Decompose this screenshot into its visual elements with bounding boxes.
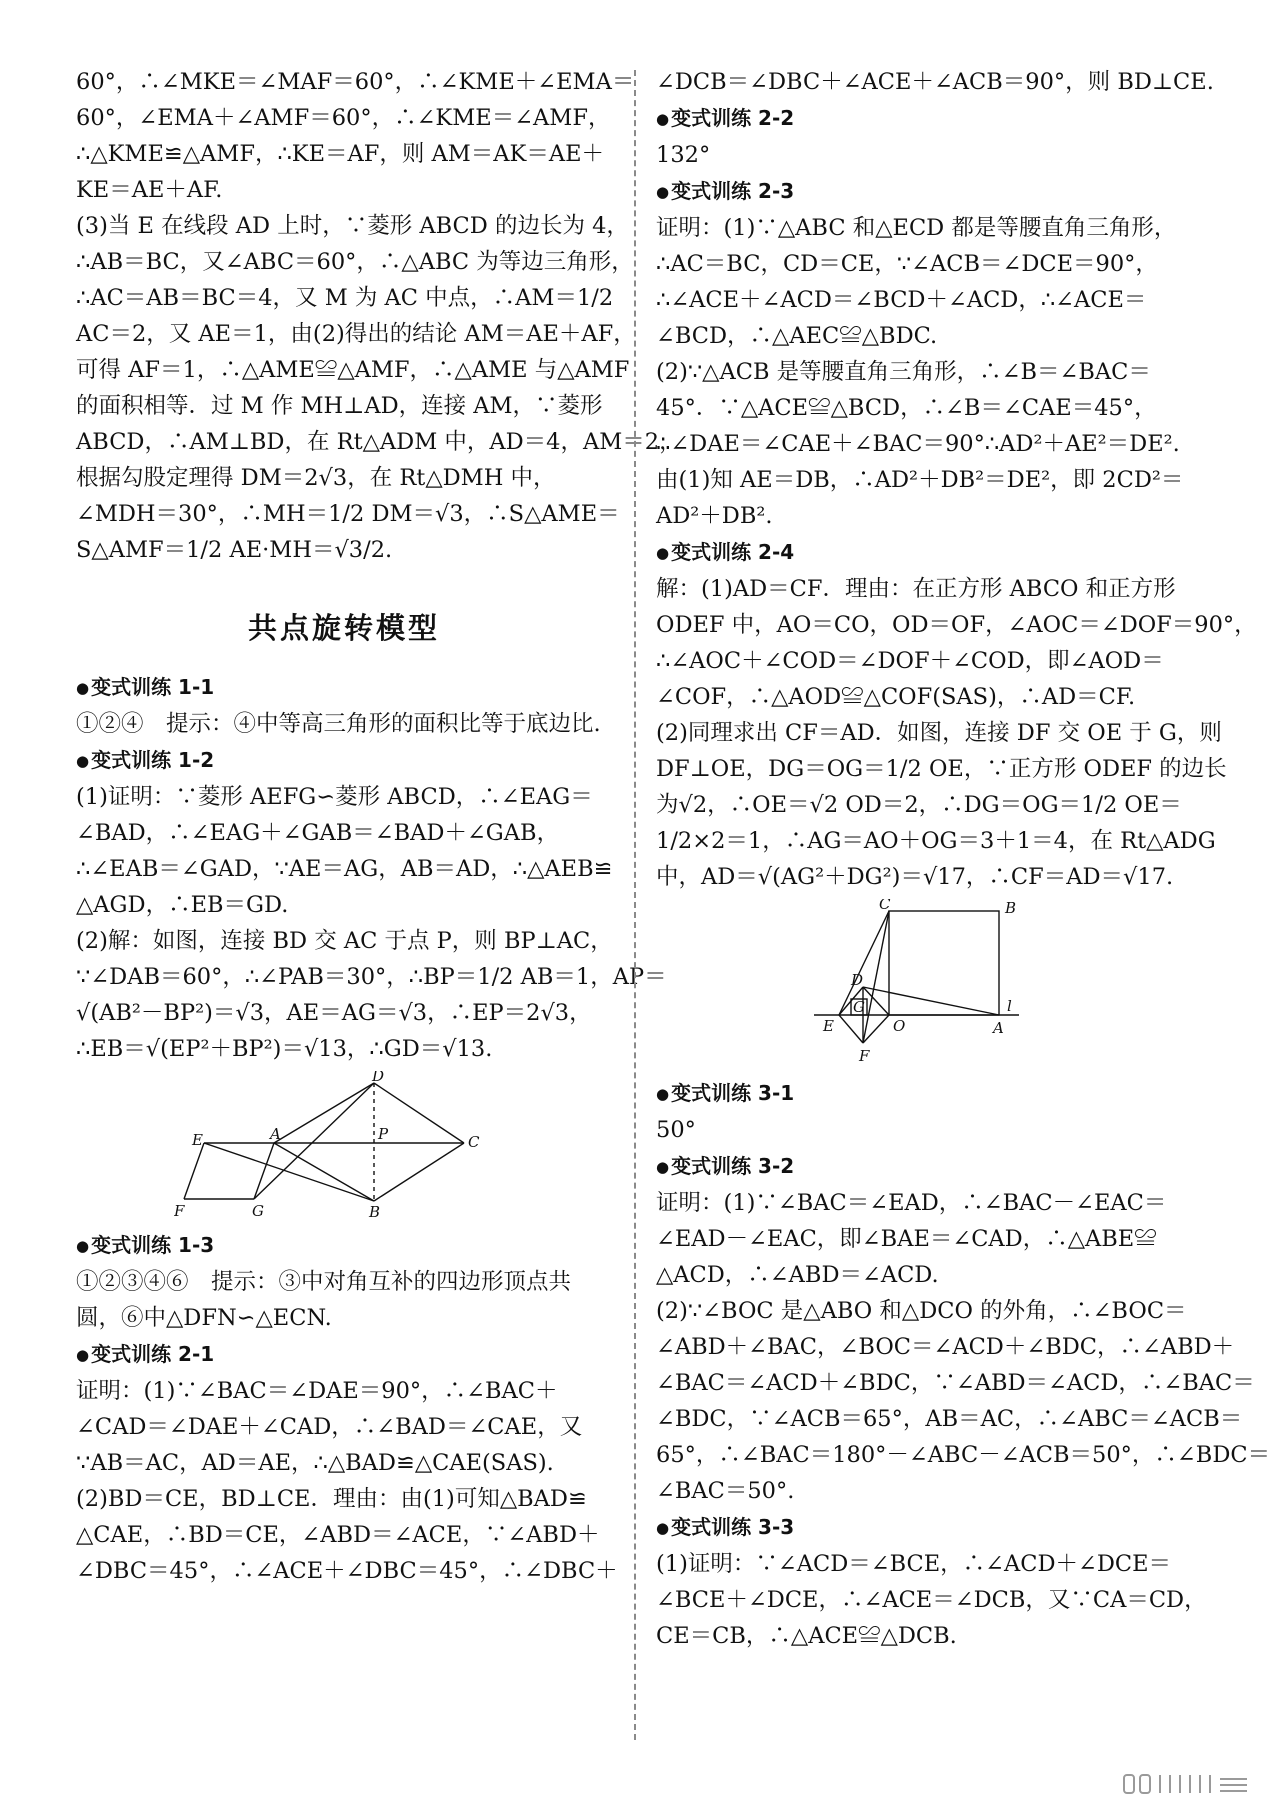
exercise-answer [656,1546,1207,1654]
text-line: ∴AC＝BC，CD＝CE，∵∠ACB＝∠DCE＝90°， [656,251,1158,277]
point-label: l [1007,997,1012,1015]
text-line: △AGD，∴EB＝GD. [76,892,289,918]
text-line: √(AB²－BP²)＝√3，AE＝AG＝√3，∴EP＝2√3， [76,1000,592,1026]
point-label: B [1005,899,1017,917]
text-line: 132° [656,142,711,168]
text-line: (1)证明：∵∠ACD＝∠BCE，∴∠ACD＋∠DCE＝ [656,1551,1172,1577]
point-label: F [859,1047,870,1065]
text-line: ①②③④⑥ 提示：③中对角互补的四边形顶点共 [76,1269,572,1295]
exercise-answer [656,137,1192,173]
point-label: A [270,1125,281,1143]
point-label: D [851,971,864,989]
point-label: G [252,1202,264,1220]
exercise-answer [76,1264,612,1336]
square-figure [809,899,1039,1069]
text-line: CE＝CB，∴△ACE≌△DCB. [656,1623,957,1649]
exercise-heading: ● 变式训练 3-1 [656,1081,795,1105]
text-line: (2)∵∠BOC 是△ABO 和△DCO 的外角，∴∠BOC＝ [656,1298,1187,1324]
point-label: P [378,1125,389,1143]
exercise-heading: ● 变式训练 2-1 [76,1342,215,1366]
text-line: (2)∵△ACB 是等腰直角三角形，∴∠B＝∠BAC＝ [656,359,1151,385]
exercise-heading: ● 变式训练 2-4 [656,540,795,564]
text-line: (1)证明：∵菱形 AEFG∽菱形 ABCD，∴∠EAG＝ [76,784,593,810]
text-line: (2)同理求出 CF＝AD．如图，连接 DF 交 OE 于 G，则 [656,720,1222,746]
text-line: ①②④ 提示：④中等高三角形的面积比等于底边比. [76,711,601,737]
text-line: ∴∠ACE＋∠ACD＝∠BCD＋∠ACD，∴∠ACE＝ [656,287,1147,313]
text-line: ∠COF，∴△AOD≌△COF(SAS)，∴AD＝CF. [656,684,1136,710]
section-title: 共点旋转模型 [247,611,440,645]
text-line: ∠DBC＝45°，∴∠ACE＋∠DBC＝45°，∴∠DBC＋ [76,1558,618,1584]
text-line: ∴∠AOC＋∠COD＝∠DOF＋∠COD，即∠AOD＝ [656,648,1164,674]
point-label: O [893,1017,906,1035]
text-line: 圆，⑥中△DFN∽△ECN. [76,1305,332,1331]
text-line: △ACD，∴∠ABD＝∠ACD. [656,1262,939,1288]
text-line: ∠BCD，∴△AEC≌△BDC. [656,323,938,349]
exercise-heading: ● 变式训练 1-2 [76,748,215,772]
point-label: B [369,1203,381,1221]
bullet-icon: ● [656,1519,670,1537]
text-line: ∴∠DAE＝∠CAE＋∠BAC＝90°∴AD²＋AE²＝DE². [656,431,1180,457]
bullet-icon: ● [656,110,670,128]
text-line: 由(1)知 AE＝DB，∴AD²＋DB²＝DE²，即 2CD²＝ [656,467,1184,493]
text-line: AC＝2，又 AE＝1，由(2)得出的结论 AM＝AE＋AF， [76,321,636,347]
point-label: G [853,998,865,1016]
text-line: ∠BDC，∵∠ACB＝65°，AB＝AC，∴∠ABC＝∠ACB＝ [656,1406,1243,1432]
text-line: ABCD，∴AM⊥BD，在 Rt△ADM 中，AD＝4，AM＝2， [76,429,682,455]
exercise-heading: ● 变式训练 3-2 [656,1154,795,1178]
text-line: △CAE，∴BD＝CE，∠ABD＝∠ACE，∵∠ABD＋ [76,1522,600,1548]
bullet-icon: ● [656,1085,670,1103]
text-line: ODEF 中，AO＝CO，OD＝OF，∠AOC＝∠DOF＝90°， [656,612,1257,638]
bullet-icon: ● [76,752,90,770]
text-line: (2)解：如图，连接 BD 交 AC 于点 P，则 BP⊥AC， [76,928,613,954]
bullet-icon: ● [656,544,670,562]
text-line: 可得 AF＝1，∴△AME≌△AMF，∴△AME 与△AMF [76,357,630,383]
exercise-answer [656,571,1257,895]
text-line: AD²＋DB². [656,503,773,529]
point-label: A [993,1019,1004,1037]
text-line: ∴∠EAB＝∠GAD，∵AE＝AG，AB＝AD，∴△AEB≌ [76,856,613,882]
point-label: E [823,1017,834,1035]
text-line: ∵AB＝AC，AD＝AE，∴△BAD≌△CAE(SAS). [76,1450,554,1476]
bullet-icon: ● [656,183,670,201]
text-line: (3)当 E 在线段 AD 上时，∵菱形 ABCD 的边长为 4， [76,213,629,239]
text-line: 60°，∴∠MKE＝∠MAF＝60°，∴∠KME＋∠EMA＝ [76,69,635,95]
exercise-heading: ● 变式训练 2-2 [656,106,795,130]
text-line: 的面积相等．过 M 作 MH⊥AD，连接 AM，∵菱形 [76,393,603,419]
text-line: ∠DCB＝∠DBC＋∠ACE＋∠ACB＝90°，则 BD⊥CE. [656,69,1214,95]
exercise-heading: ● 变式训练 3-3 [656,1515,795,1539]
text-line: ∠BCE＋∠DCE，∴∠ACE＝∠DCB，又∵CA＝CD， [656,1587,1207,1613]
rhombus-figure [174,1071,514,1221]
exercise-heading: ● 变式训练 2-3 [656,179,795,203]
point-label: C [879,899,891,913]
text-line: ∴AC＝AB＝BC＝4，又 M 为 AC 中点，∴AM＝1/2 [76,285,614,311]
point-label: E [192,1131,203,1149]
text-line: 65°，∴∠BAC＝180°－∠ABC－∠ACB＝50°，∴∠BDC＝ [656,1442,1271,1468]
text-line: ∠MDH＝30°，∴MH＝1/2 DM＝√3，∴S△AME＝ [76,501,620,527]
exercise-answer [656,64,1214,100]
exercise-answer [656,1112,1192,1148]
text-line: 1/2×2＝1，∴AG＝AO＋OG＝3＋1＝4，在 Rt△ADG [656,828,1216,854]
text-line: 45°．∵△ACE≌△BCD，∴∠B＝∠CAE＝45°， [656,395,1157,421]
text-block [76,64,682,568]
exercise-answer [76,779,667,1067]
text-line: 为√2，∴OE＝√2 OD＝2，∴DG＝OG＝1/2 OE＝ [656,792,1182,818]
text-line: 中，AD＝√(AG²＋DG²)＝√17，∴CF＝AD＝√17. [656,864,1174,890]
exercise-answer [656,1185,1271,1509]
text-line: ∠BAC＝∠ACD＋∠BDC，∵∠ABD＝∠ACD，∴∠BAC＝ [656,1370,1255,1396]
point-label: D [372,1071,385,1085]
exercise-heading: ● 变式训练 1-3 [76,1233,215,1257]
bullet-icon: ● [76,1237,90,1255]
text-line: ∠BAD，∴∠EAG＋∠GAB＝∠BAD＋∠GAB， [76,820,560,846]
point-label: C [468,1133,480,1151]
bullet-icon: ● [76,1346,90,1364]
text-line: ∠BAC＝50°. [656,1478,795,1504]
text-line: 证明：(1)∵△ABC 和△ECD 都是等腰直角三角形， [656,215,1177,241]
bullet-icon: ● [656,1158,670,1176]
text-line: 50° [656,1117,696,1143]
text-line: ∵∠DAB＝60°，∴∠PAB＝30°，∴BP＝1/2 AB＝1，AP＝ [76,964,667,990]
exercise-answer [76,706,612,742]
text-line: 证明：(1)∵∠BAC＝∠DAE＝90°，∴∠BAC＋ [76,1378,558,1404]
text-line: ∴△KME≌△AMF，∴KE＝AF，则 AM＝AK＝AE＋ [76,141,605,167]
right-column [656,64,1271,1654]
exercise-heading: ● 变式训练 1-1 [76,675,215,699]
text-line: ∠EAD－∠EAC，即∠BAE＝∠CAD，∴△ABE≌ [656,1226,1157,1252]
text-line: S△AMF＝1/2 AE·MH＝√3/2. [76,537,393,563]
page-scroll-indicator-icon[interactable] [1122,1769,1252,1799]
text-line: ∠CAD＝∠DAE＋∠CAD，∴∠BAD＝∠CAE，又 [76,1414,583,1440]
column-divider [634,70,636,1740]
text-line: DF⊥OE，DG＝OG＝1/2 OE，∵正方形 ODEF 的边长 [656,756,1227,782]
text-line: KE＝AE＋AF. [76,177,223,203]
text-line: 解：(1)AD＝CF．理由：在正方形 ABCO 和正方形 [656,576,1176,602]
text-line: 根据勾股定理得 DM＝2√3，在 Rt△DMH 中， [76,465,556,491]
text-line: 证明：(1)∵∠BAC＝∠EAD，∴∠BAC－∠EAC＝ [656,1190,1167,1216]
text-line: (2)BD＝CE，BD⊥CE．理由：由(1)可知△BAD≌ [76,1486,587,1512]
text-line: ∴EB＝√(EP²＋BP²)＝√13，∴GD＝√13. [76,1036,493,1062]
point-label: F [174,1202,185,1220]
exercise-answer [656,210,1192,534]
text-line: ∠ABD＋∠BAC，∠BOC＝∠ACD＋∠BDC，∴∠ABD＋ [656,1334,1235,1360]
bullet-icon: ● [76,679,90,697]
text-line: 60°，∠EMA＋∠AMF＝60°，∴∠KME＝∠AMF， [76,105,611,131]
exercise-answer [76,1373,618,1589]
text-line: ∴AB＝BC，又∠ABC＝60°，∴△ABC 为等边三角形， [76,249,634,275]
